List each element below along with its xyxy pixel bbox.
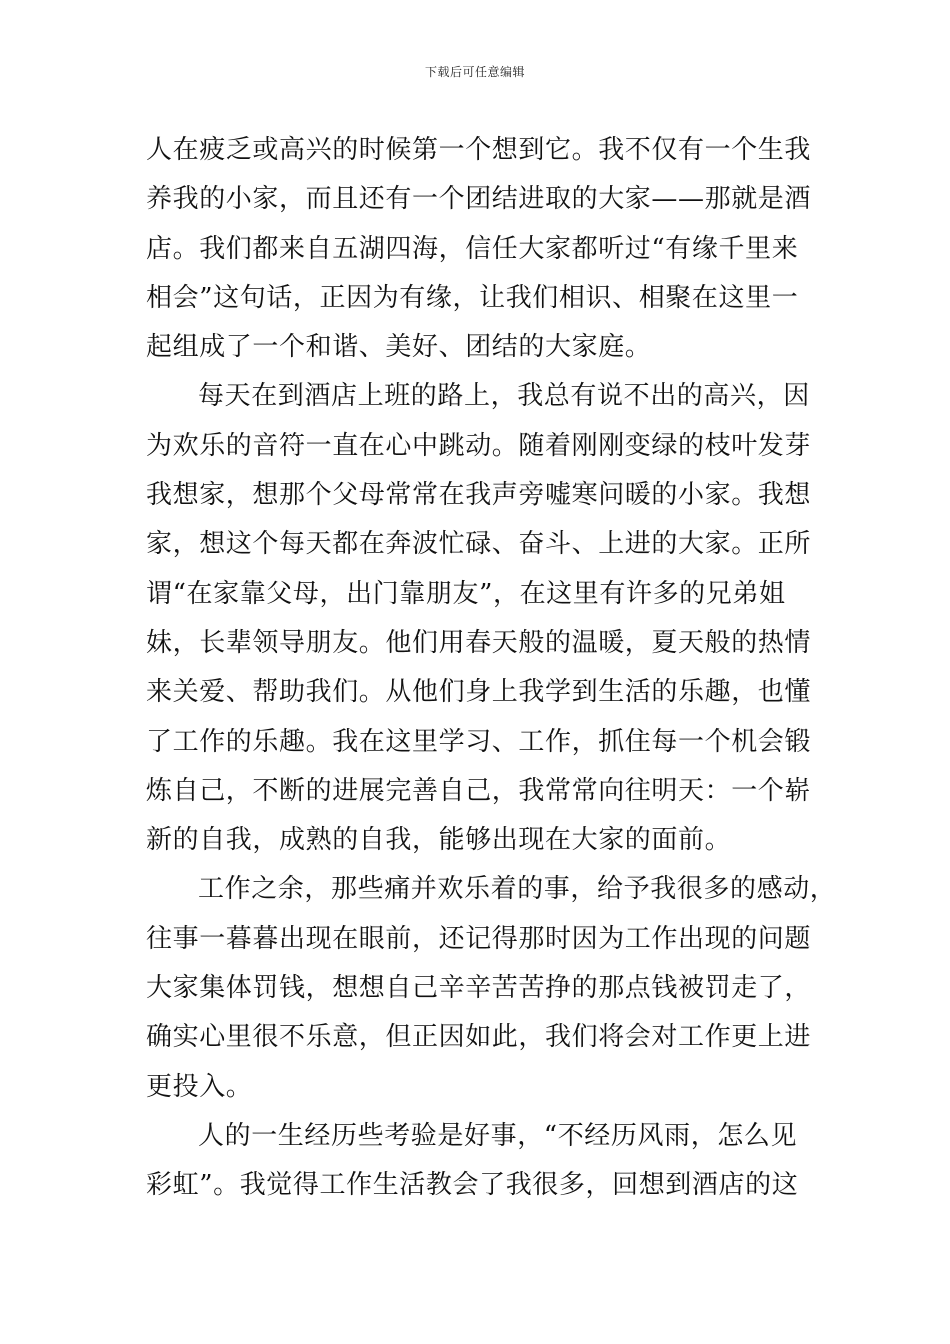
text-line: 工作之余，那些痛并欢乐着的事，给予我很多的感动， xyxy=(198,874,837,905)
text-line: 起组成了一个和谐、美好、团结的大家庭。 xyxy=(146,332,652,363)
text-line: 炼自己，不断的进展完善自己，我常常向往明天：一个崭 xyxy=(146,775,812,806)
text-line: 店。我们都来自五湖四海，信任大家都听过“有缘千里来 xyxy=(146,233,799,264)
text-line: 新的自我，成熟的自我，能够出现在大家的面前。 xyxy=(146,825,732,856)
text-line: 大家集体罚钱，想想自己辛辛苦苦挣的那点钱被罚走了， xyxy=(146,973,812,1004)
text-line: 来关爱、帮助我们。从他们身上我学到生活的乐趣，也懂 xyxy=(146,677,812,708)
text-line: 往事一暮暮出现在眼前，还记得那时因为工作出现的问题 xyxy=(146,923,812,954)
text-line: 家，想这个每天都在奔波忙碌、奋斗、上进的大家。正所 xyxy=(146,529,812,560)
text-line: 我想家，想那个父母常常在我声旁嘘寒问暖的小家。我想 xyxy=(146,480,812,511)
text-line: 了工作的乐趣。我在这里学习、工作，抓住每一个机会锻 xyxy=(146,726,812,757)
text-line: 每天在到酒店上班的路上，我总有说不出的高兴，因 xyxy=(198,381,810,412)
text-line: 妹，长辈领导朋友。他们用春天般的温暖，夏天般的热情 xyxy=(146,627,812,658)
body-text xyxy=(146,126,837,1211)
text-line: 人在疲乏或高兴的时候第一个想到它。我不仅有一个生我 xyxy=(146,135,812,165)
text-line: 为欢乐的音符一直在心中跳动。随着刚刚变绿的枝叶发芽 xyxy=(146,430,812,461)
text-line: 人的一生经历些考验是好事，“不经历风雨，怎么见 xyxy=(198,1120,798,1151)
text-line: 确实心里很不乐意，但正因如此，我们将会对工作更上进 xyxy=(146,1022,812,1053)
text-line: 相会”这句话，正因为有缘，让我们相识、相聚在这里一 xyxy=(146,282,799,313)
text-line: 养我的小家，而且还有一个团结进取的大家——那就是酒 xyxy=(146,184,812,215)
page-header: 下载后可任意编辑 xyxy=(424,65,525,79)
text-line: 更投入。 xyxy=(146,1071,253,1102)
text-line: 谓“在家靠父母，出门靠朋友”，在这里有许多的兄弟姐 xyxy=(146,578,786,609)
text-line: 彩虹”。我觉得工作生活教会了我很多，回想到酒店的这 xyxy=(146,1170,799,1201)
